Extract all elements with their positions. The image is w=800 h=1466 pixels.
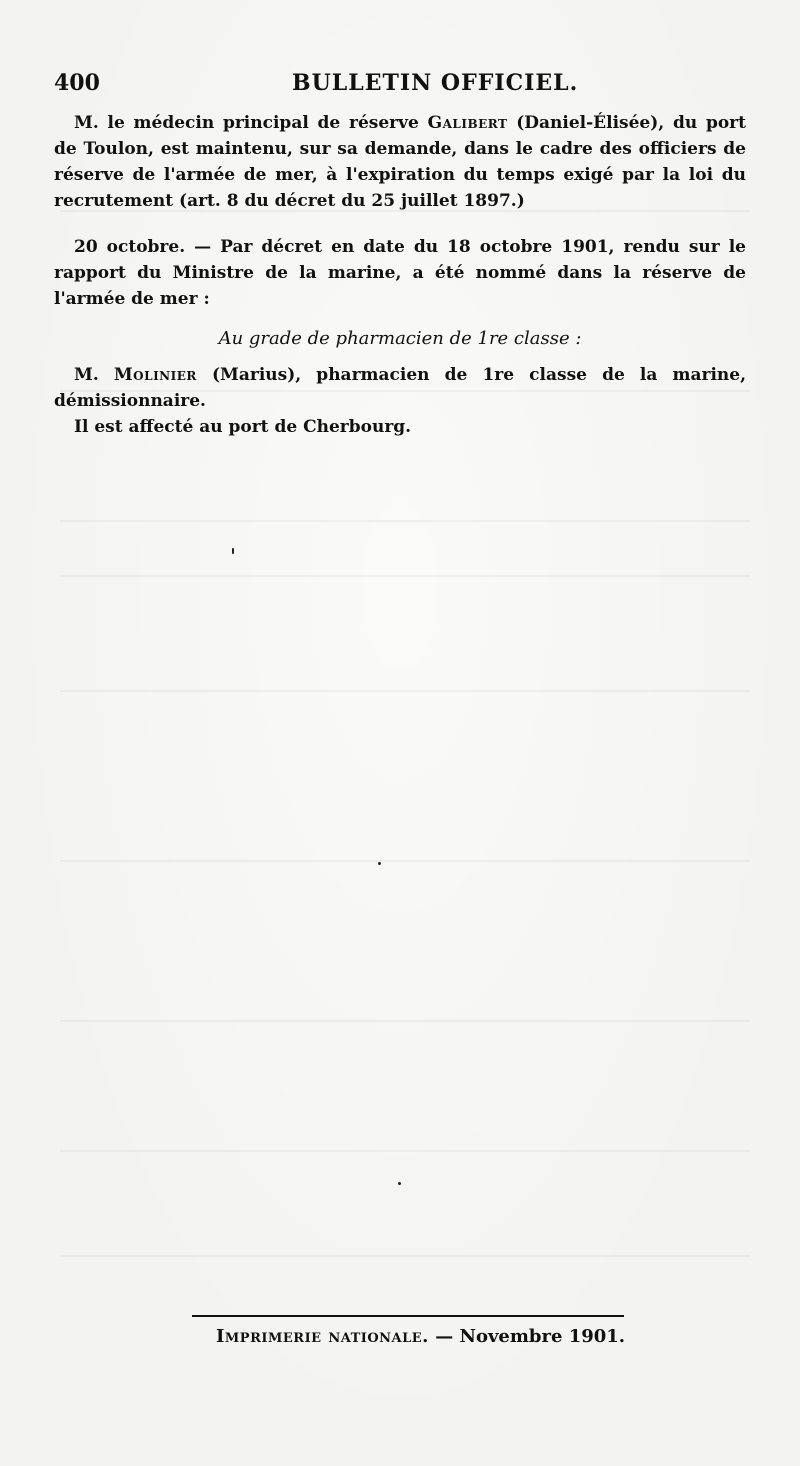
person-name-molinier: Molinier [113,365,197,385]
bleed-through-line [60,210,750,212]
decree-text: — Par décret en date du 18 octobre 1901, rendu sur le rapport du Ministre de la marine, a été nommé dans la réserve de l'armée de mer : [54,237,746,309]
imprint [216,1326,625,1347]
person-name-galibert: Galibert [427,113,508,133]
bleed-through-line [60,390,750,392]
bleed-through-line [60,690,750,692]
bleed-through-line [60,1150,750,1152]
ink-speck [398,1182,401,1185]
page-number: 400 [54,70,100,96]
paragraph-galibert-prefix: M. le médecin principal de réserve [74,113,428,133]
paragraph-molinier-prefix: M. [74,365,114,385]
bleed-through-line [60,575,750,577]
paragraph-galibert [54,110,746,214]
ink-speck [232,548,234,554]
paragraph-molinier-line1: (Marius), pharmacien de 1re classe de la marine, démissionnaire. [54,365,746,411]
running-title: BULLETIN OFFICIEL. [292,70,579,96]
bleed-through-line [60,1255,750,1257]
paragraph-galibert-suffix: (Daniel-Élisée), du port de Toulon, est maintenu, sur sa demande, dans le cadre des officiers de réserve de l'armée de mer, à l'expiration du temps exigé par la loi du recrutement (art. 8 du décret du 25 juillet 1897.) [54,113,746,211]
bleed-through-line [60,860,750,862]
bleed-through-line [60,520,750,522]
imprint-date: — Novembre 1901. [428,1326,626,1347]
section-heading: Au grade de pharmacien de 1re classe : [218,328,582,349]
paragraph-molinier-line2: Il est affecté au port de Cherbourg. [74,417,412,437]
imprint-label: Imprimerie nationale. [216,1326,429,1347]
ink-speck [378,862,381,865]
paragraph-decree [54,234,746,312]
decree-date: 20 octobre. [74,237,186,257]
page-header [54,70,754,106]
footer-rule [192,1315,624,1317]
bleed-through-line [60,1020,750,1022]
paragraph-molinier [54,362,746,440]
